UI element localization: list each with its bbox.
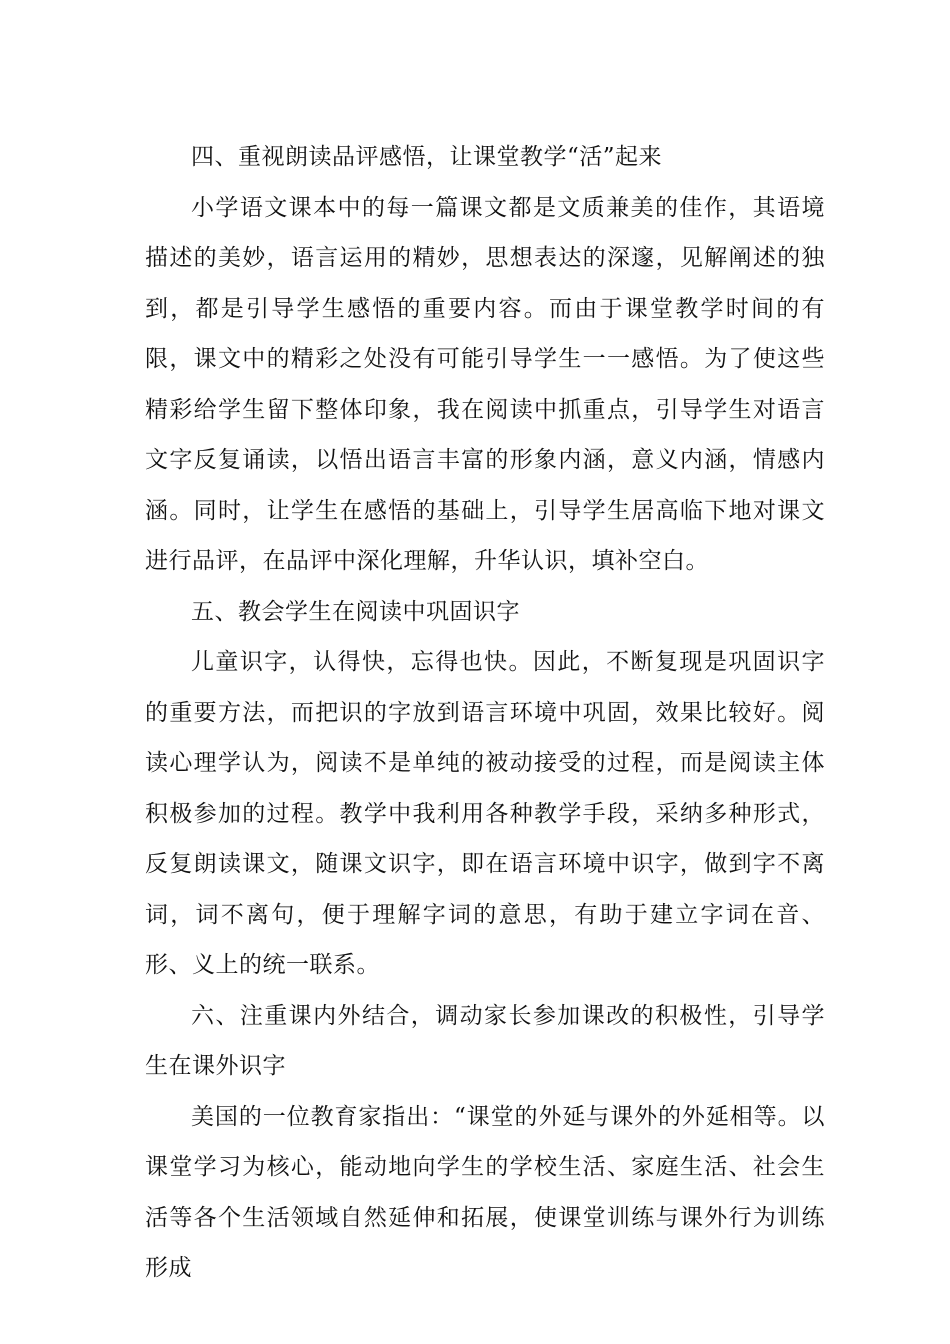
section-heading-4: 四、重视朗读品评感悟，让课堂教学“活”起来 [191, 144, 663, 170]
section-heading-6: 六、注重课内外结合，调动家长参加课改的积极性，引导学生在课外识字 [145, 1002, 825, 1079]
paragraph-extracurricular: 美国的一位教育家指出：“课堂的外延与课外的外延相等。以课堂学习为核心，能动地向学生的学校生活、家庭生活、社会生活等各个生活领域自然延伸和拓展，使课堂训练与课外行为训练形成 [145, 1103, 825, 1281]
section-heading-5: 五、教会学生在阅读中巩固识字 [191, 598, 520, 625]
paragraph-reading-appreciation: 小学语文课本中的每一篇课文都是文质兼美的佳作，其语境描述的美妙，语言运用的精妙，思想表达的深邃，见解阐述的独到，都是引导学生感悟的重要内容。而由于课堂教学时间的有限，课文中的精彩之处没有可能引导学生一一感悟。为了使这些精彩给学生留下整体印象，我在阅读中抓重点，引导学生对语言文字反复诵读，以悟出语言丰富的形象内涵，意义内涵，情感内涵。同时，让学生在感悟的基础上，引导学生居高临下地对课文进行品评，在品评中深化理解，升华认识，填补空白。 [145, 194, 825, 574]
paragraph-literacy-consolidation: 儿童识字，认得快，忘得也快。因此，不断复现是巩固识字的重要方法，而把识的字放到语言环境中巩固，效果比较好。阅读心理学认为，阅读不是单纯的被动接受的过程，而是阅读主体积极参加的过程。教学中我利用各种教学手段，采纳多种形式，反复朗读课文，随课文识字，即在语言环境中识字，做到字不离词，词不离句，便于理解字词的意思，有助于建立字词在音、形、义上的统一联系。 [145, 649, 825, 978]
document-body [145, 132, 825, 1294]
